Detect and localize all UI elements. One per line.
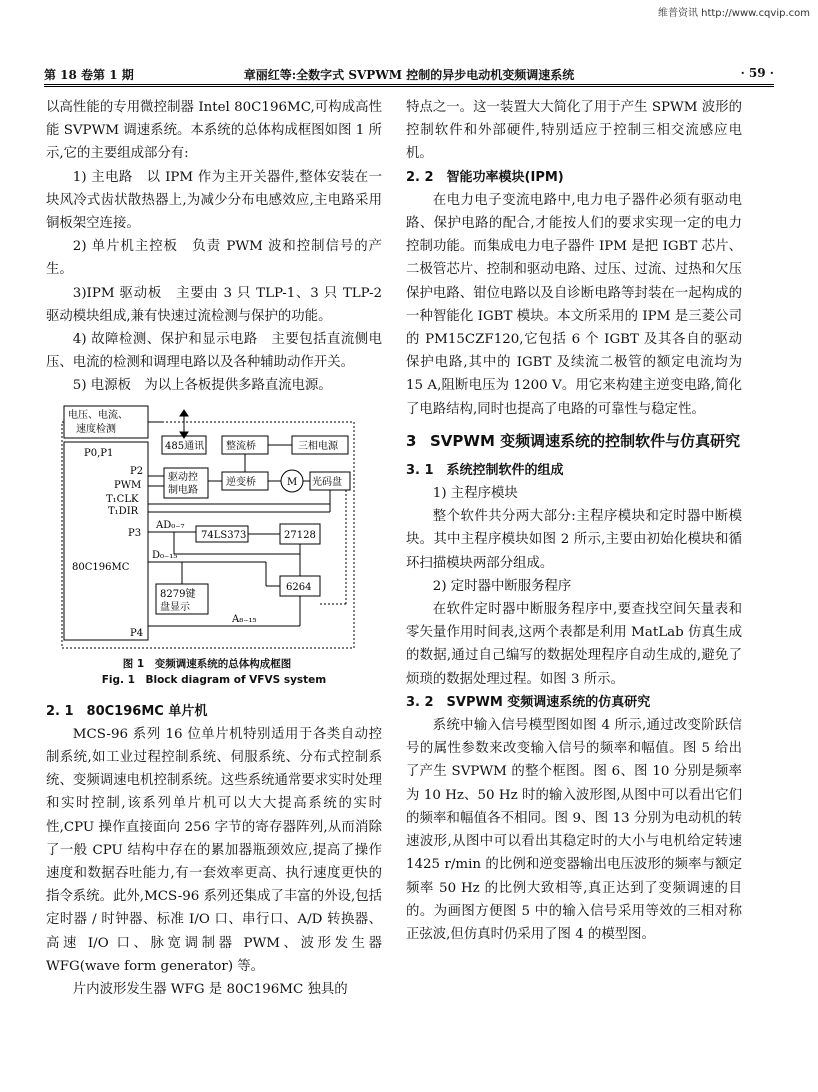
section-heading: 2. 2 智能功率模块(IPM) [406,169,564,185]
detect-label: 电压、电流、 [68,409,128,421]
subheading: 2) 定时器中断服务程序 [432,578,572,594]
right-column [406,96,742,946]
encoder-label: 光码盘 [312,476,342,488]
list-item: 2) 单片机主控板 负责 PWM 波和控制信号的产生。 [46,239,382,278]
paragraph: 以高性能的专用微控制器 Intel 80C196MC,可构成高性能 SVPWM 调速系统。本系统的总体构成框图如图 1 所示,它的主要组成部分有: [46,100,382,162]
list-item: 1) 主电路 以 IPM 作为主开关器件,整体安装在一块风冷式齿状散热器上,为减少分布电感效应,主电路采用铜板架空连接。 [46,169,382,232]
paragraph: 系统中输入信号模型图如图 4 所示,通过改变阶跃信号的属性参数来改变输入信号的频率和幅值。图 5 给出了产生 SVPWM 的整个框图。图 6、图 10 分别是频率为 10 Hz、50 Hz 时的输入波形图,从图中可以看出它们的频率和幅值各不相同。图 9、图 13 分别为电动机的转速波形,从图中可以看出其稳定时的大小与电机给定转速 1425 r/min 的比例和逆变器输出电压波形的频率与额定频率 50 Hz 的比例大致相等,真正达到了变频调速的目的。为画图方便图 5 中的输入信号采用等效的三相对称正弦波,但仿真时仍采用了图 4 的模型图。 [406,718,742,942]
section-heading-3 [406,429,742,453]
page-number: · 59 · [740,66,774,80]
watermark: 维普资讯 http://www.cqvip.com [657,8,810,19]
section-heading: 3. 2 SVPWM 变频调速系统的仿真研究 [406,694,651,710]
ls373-label: 74LS373 [201,529,247,541]
rectifier-label: 整流桥 [226,440,256,452]
port-label: P2 [130,465,144,477]
paragraph: 整个软件共分两大部分:主程序模块和定时器中断模块。其中主程序模块如图 2 所示,主要由初始化模块和循环扫描模块两部分组成。 [406,509,742,571]
block-diagram [46,404,382,656]
journal-volume: 第 18 卷第 1 期 [44,68,134,82]
figure-caption-cn: 图 1 变频调速系统的总体构成框图 [122,657,292,670]
mcu-label: 80C196MC [72,561,130,573]
driver-label: 驱动控 [168,471,198,483]
eprom-label: 27128 [284,529,316,541]
port-label: P3 [128,527,142,539]
paragraph: 在电力电子变流电路中,电力电子器件必须有驱动电路、保护电路的配合,才能按人们的要求实现一定的电力控制功能。而集成电力电子器件 IPM 是把 IGBT 芯片、二极管芯片、控制和驱动电路、过压、过流、过热和欠压保护电路、钳位电路以及自诊断电路等封装在一起构成的一种智能化 IGBT 模块。本文所采用的 IPM 是三菱公司的 PM15CZF120,它包括 6 个 IGBT 及其各自的驱动保护电路,其中的 IGBT 及续流二极管的额定电流均为 15 A,阻断电压为 1200 V。用它来构建主逆变电路,简化了电路结构,同时也提高了电路的可靠性与稳定性。 [406,192,742,417]
paragraph: 片内波形发生器 WFG 是 80C196MC 独具的 [72,982,348,998]
comm485-label: 485通讯 [165,440,205,452]
figure-caption-en: Fig. 1 Block diagram of VFVS system [101,673,327,686]
three-phase-label: 三相电源 [298,440,338,452]
paragraph: 特点之一。这一装置大大简化了用于产生 SPWM 波形的控制软件和外部硬件,特别适应于控制三相交流感应电机。 [406,100,742,162]
motor-label: M [287,476,298,488]
list-item: 3)IPM 驱动板 主要由 3 只 TLP-1、3 只 TLP-2驱动模块组成,兼有快速过流检测与保护的功能。 [46,285,382,324]
page-header [44,62,774,84]
figure-caption [46,656,382,672]
bus-label: AD₀₋₇ [156,519,185,531]
paragraph: 在软件定时器中断服务程序中,要查找空间矢量表和零矢量作用时间表,这两个表都是利用 MatLab 仿真生成的数据,通过自己编写的数据处理程序自动生成的,避免了烦琐的数据处理过程。如图 3 所示。 [406,602,742,687]
detect-label: 速度检测 [76,423,116,435]
section-heading: 2. 1 80C196MC 单片机 [46,703,208,719]
figure-1 [46,404,382,656]
ram-label: 6264 [286,581,312,593]
header-rule [44,84,774,85]
driver-label: 制电路 [168,484,198,496]
port-label: P0,P1 [84,447,114,459]
header-rule-thin [44,86,774,87]
list-item: 5) 电源板 为以上各板提供多路直流电源。 [72,378,332,394]
port-label: P4 [130,627,144,639]
port-label: PWM [114,479,142,491]
inverter-label: 逆变桥 [226,476,256,488]
section-number: 3 [406,431,417,450]
list-item: 4) 故障检测、保护和显示电路 主要包括直流侧电压、电流的检测和调理电路以及各种辅助动作开关。 [46,332,382,371]
bus-label: A₈₋₁₅ [232,613,257,625]
section-title: SVPWM 变频调速系统的控制软件与仿真研究 [430,431,741,450]
bus-label: D₀₋₁₅ [152,549,178,561]
section-heading: 3. 1 系统控制软件的组成 [406,462,564,478]
port-label: T₁CLK [106,493,139,505]
port-label: T₁DIR [108,505,139,517]
left-column [46,96,382,1001]
kbd-label: 盘显示 [160,601,190,613]
paragraph: MCS-96 系列 16 位单片机特别适用于各类自动控制系统,如工业过程控制系统、伺服系统、分布式控制系统、变频调速电机控制系统。这些系统通常要求实时处理和实时控制,该系列单片机可以大大提高系统的实时性,CPU 操作直接面向 256 字节的寄存器阵列,从而消除了一般 CPU 结构中存在的累加器瓶颈效应,提高了操作速度和数据吞吐能力,有一套效率更高、执行速度更快的指令系统。此外,MCS-96 系列还集成了丰富的外设,包括定时器 / 时钟器、标准 I/O 口、串行口、A/D 转换器、高速 I/O 口、脉宽调制器 PWM、波形发生器 WFG(wave form generator) 等。 [46,726,382,974]
running-title: 章丽红等:全数字式 SVPWM 控制的异步电动机变频调速系统 [243,68,575,82]
kbd-label: 8279键 [160,588,196,600]
subheading: 1) 主程序模块 [432,486,518,502]
